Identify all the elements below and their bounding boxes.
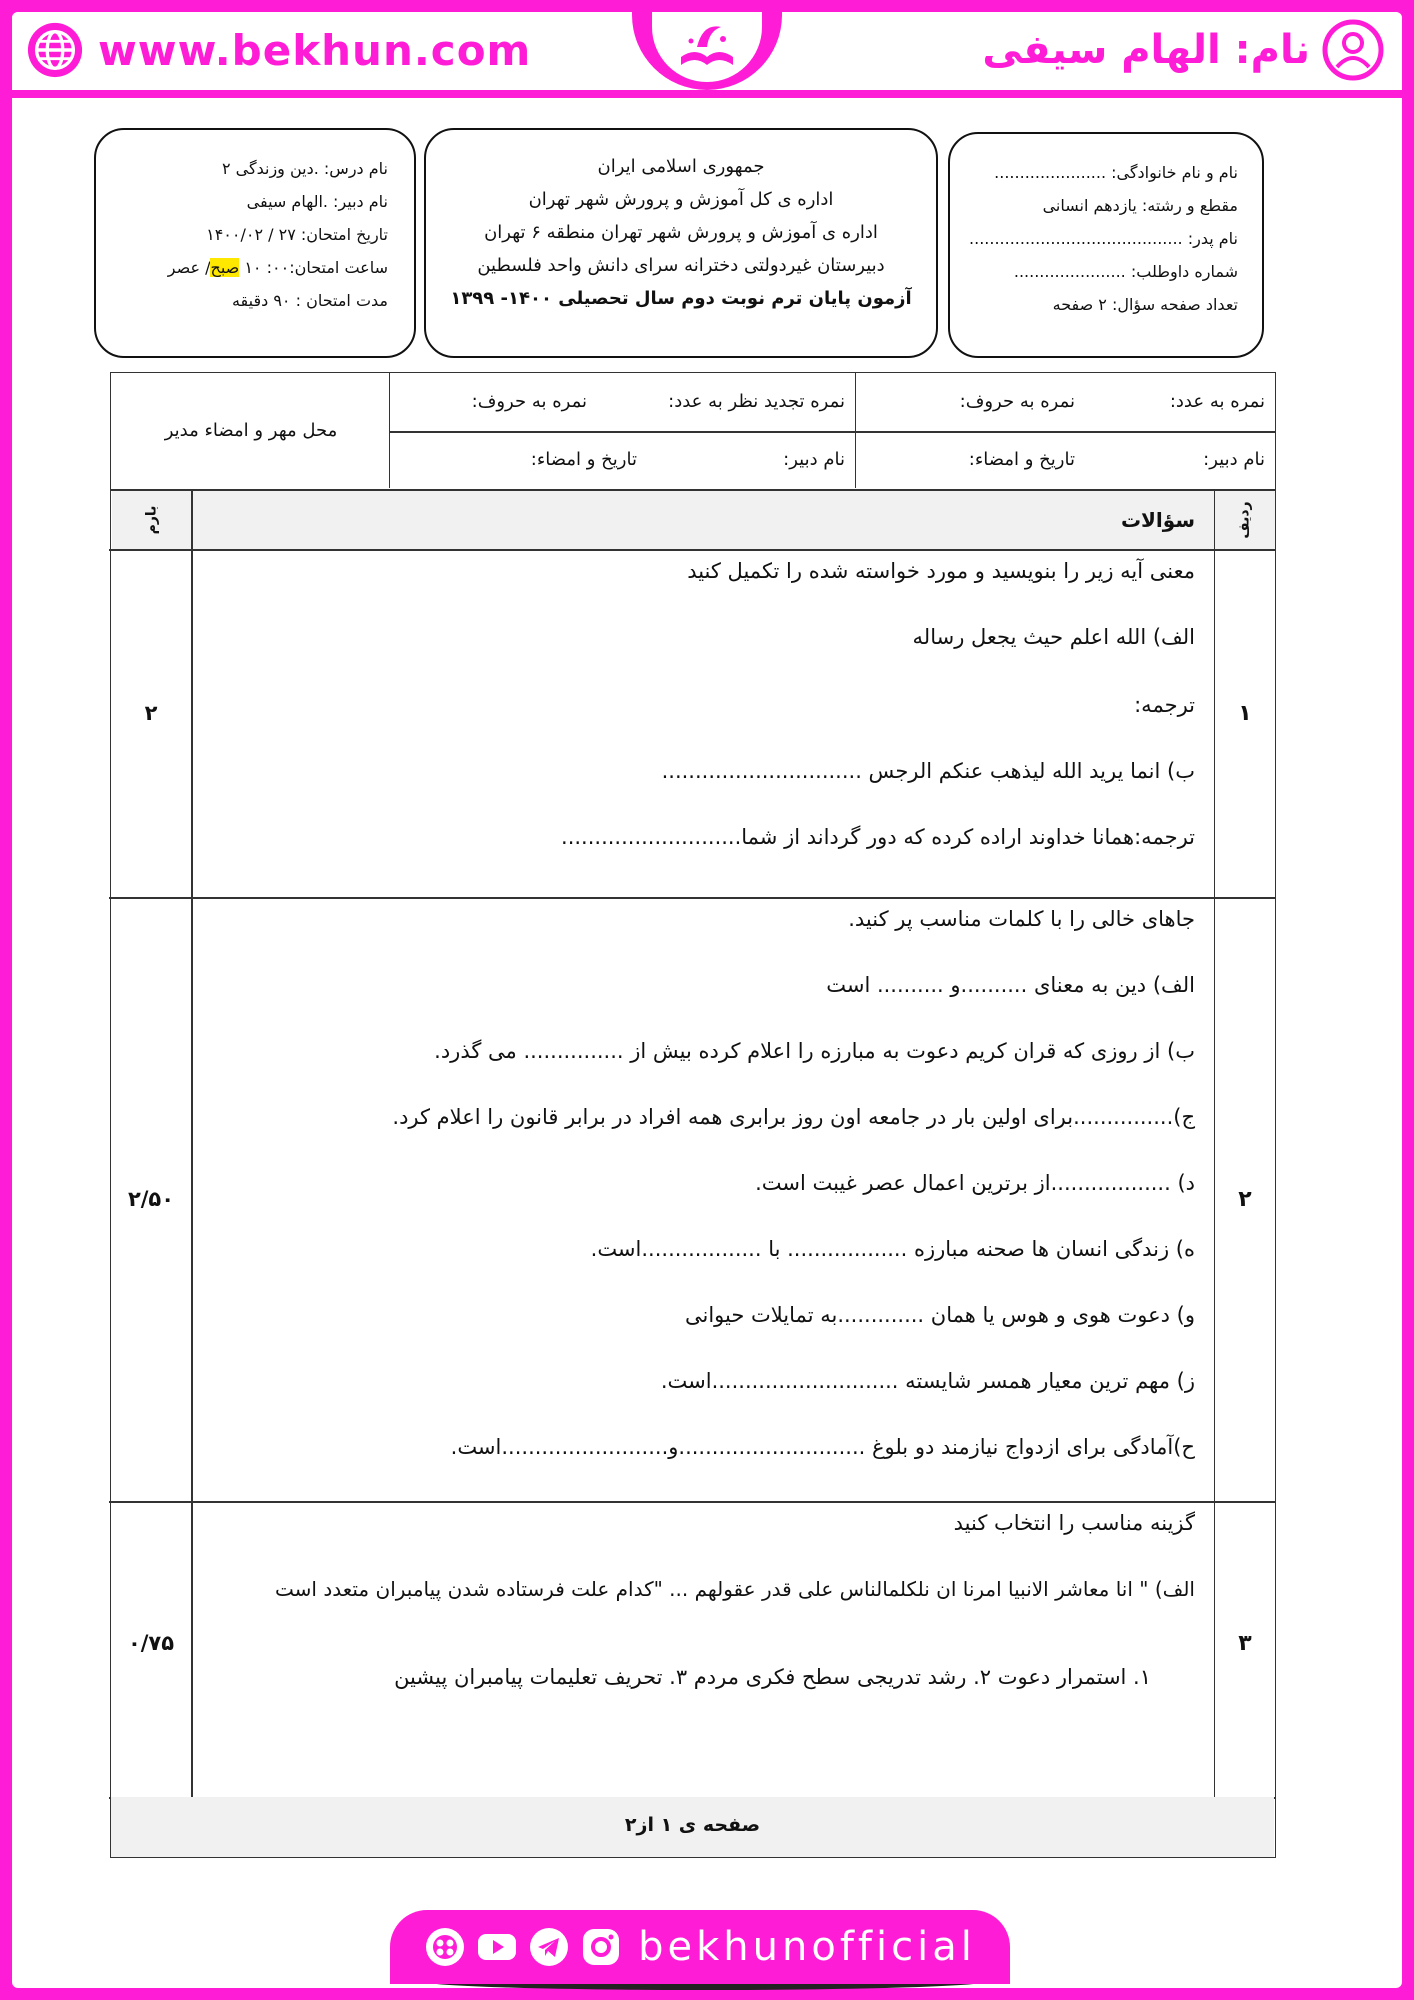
review-number-label: نمره تجدید نظر به عدد: bbox=[668, 391, 845, 412]
student-name-badge bbox=[982, 18, 1384, 82]
principal-seal-label: محل مهر و امضاء مدیر bbox=[164, 420, 338, 441]
student-info-box bbox=[948, 132, 1264, 358]
question-2-line: ب) از روزی که قران کریم دعوت به مبارزه را اعلام کرده بیش از ............... می گذرد. bbox=[434, 1039, 1195, 1063]
page-number: صفحه ی ۱ از۲ bbox=[111, 1797, 1274, 1857]
question-2-line: ه) زندگی انسان ها صحنه مبارزه .................. با ..................است. bbox=[590, 1237, 1195, 1261]
question-3-body bbox=[189, 1501, 1195, 1797]
exam-title: آزمون پایان ترم نوبت دوم سال تحصیلی ۱۴۰۰- ۱۳۹۹ bbox=[450, 288, 912, 309]
question-score-3: ۰/۷۵ bbox=[127, 1631, 175, 1655]
teacher-name: نام دبیر: .الهام سیفی bbox=[246, 192, 388, 211]
exam-date: تاریخ امتحان: ۲۷ / ۱۴۰۰/۰۲ bbox=[206, 225, 388, 244]
question-1-body bbox=[189, 549, 1195, 897]
question-3-line: الف) " انا معاشر الانبیا امرنا ان نلکلمالناس علی قدر عقولهم ... "کدام علت فرستاده شدن پیامبران متعدد است bbox=[275, 1577, 1195, 1601]
instagram-icon[interactable] bbox=[580, 1926, 622, 1968]
student-name: نام: الهام سیفی bbox=[982, 27, 1310, 73]
question-2-line: د) ..................از برترین اعمال عصر غیبت است. bbox=[755, 1171, 1195, 1195]
question-1-line: معنی آیه زیر را بنویسید و مورد خواسته شده را تکمیل کنید bbox=[687, 559, 1195, 583]
teacher-name-label: نام دبیر: bbox=[1203, 449, 1265, 470]
school-name: دبیرستان غیردولتی دخترانه سرای دانش واحد فلسطین bbox=[477, 255, 885, 276]
page-count-field: تعداد صفحه سؤال: ۲ صفحه bbox=[1052, 295, 1238, 314]
question-2-line: و) دعوت هوی و هوس یا همان .............به تمایلات حیوانی bbox=[684, 1303, 1195, 1327]
site-url: www.bekhun.com bbox=[98, 25, 532, 75]
question-3-line: گزینه مناسب را انتخاب کنید bbox=[953, 1511, 1195, 1535]
question-1-line: ترجمه: bbox=[1134, 693, 1195, 717]
social-handle[interactable]: bekhunofficial bbox=[638, 1924, 976, 1970]
page-frame bbox=[12, 12, 1402, 1988]
table-header-row bbox=[112, 491, 1275, 549]
question-1-line: الف) الله اعلم حیث یجعل رساله bbox=[912, 625, 1195, 649]
book-logo-icon bbox=[667, 17, 747, 77]
student-fullname-field: نام و نام خانوادگی: ...................... bbox=[994, 163, 1238, 182]
score-header-cell bbox=[111, 491, 191, 549]
youtube-icon[interactable] bbox=[476, 1926, 518, 1968]
review-words-label: نمره به حروف: bbox=[471, 391, 587, 412]
general-office: اداره ی کل آموزش و پرورش شهر تهران bbox=[528, 189, 834, 210]
candidate-number-field: شماره داوطلب: ...................... bbox=[1013, 262, 1238, 281]
date-sign-label: تاریخ و امضاء: bbox=[968, 449, 1075, 470]
questions-header-label: سؤالات bbox=[1120, 508, 1195, 532]
social-bar bbox=[390, 1910, 1010, 1984]
republic-title: جمهوری اسلامی ایران bbox=[597, 156, 765, 177]
row-header-label: ردیف bbox=[1237, 501, 1253, 539]
grade-field: مقطع و رشته: یازدهم انسانی bbox=[1042, 196, 1238, 215]
question-number-2: ۲ bbox=[1238, 1187, 1252, 1212]
question-1-line: ترجمه:همانا خداوند اراده کرده که دور گرداند از شما........................... bbox=[561, 825, 1195, 849]
question-1-line: ب) انما یرید الله لیذهب عنکم الرجس .............................. bbox=[661, 759, 1195, 783]
question-2-line: ح)آمادگی برای ازدواج نیازمند دو بلوغ ............................و.........................است. bbox=[450, 1435, 1195, 1459]
row-header-cell bbox=[1215, 491, 1275, 549]
father-name-field: نام پدر: .......................................... bbox=[969, 229, 1238, 248]
col-divider-right bbox=[1214, 491, 1216, 1797]
top-banner bbox=[12, 12, 1402, 100]
aparat-icon[interactable] bbox=[424, 1926, 466, 1968]
date-sign-label-2: تاریخ و امضاء: bbox=[530, 449, 637, 470]
telegram-icon[interactable] bbox=[528, 1926, 570, 1968]
score-words-label: نمره به حروف: bbox=[959, 391, 1075, 412]
question-2-line: جاهای خالی را با کلمات مناسب پر کنید. bbox=[848, 907, 1195, 931]
site-link[interactable] bbox=[26, 18, 531, 82]
question-2-line: الف) دین به معنای ..........و .......... است bbox=[826, 973, 1195, 997]
top-divider bbox=[12, 90, 1402, 98]
grades-table bbox=[110, 372, 1276, 490]
score-header-label: بارم bbox=[143, 505, 159, 535]
questions-table bbox=[110, 490, 1276, 1858]
globe-icon bbox=[26, 21, 84, 79]
exam-info-box bbox=[94, 128, 416, 358]
question-score-2: ۲/۵۰ bbox=[127, 1187, 175, 1211]
district-office: اداره ی آموزش و پرورش شهر تهران منطقه ۶ تهران bbox=[484, 222, 878, 243]
school-info-box bbox=[424, 128, 938, 358]
question-2-line: ز) مهم ترین معیار همسر شایسته ............................است. bbox=[660, 1369, 1195, 1393]
exam-time-highlight: صبح bbox=[210, 258, 240, 277]
score-number-label: نمره به عدد: bbox=[1169, 391, 1265, 412]
exam-time-suffix: / عصر bbox=[167, 258, 211, 277]
header-divider-l bbox=[191, 491, 193, 549]
brand-logo bbox=[652, 12, 762, 82]
user-icon bbox=[1322, 19, 1384, 81]
exam-duration: مدت امتحان : ۹۰ دقیقه bbox=[231, 291, 388, 310]
question-2-body bbox=[189, 897, 1195, 1501]
question-3-options: ۱. استمرار دعوت ۲. رشد تدریجی سطح فکری مردم ۳. تحریف تعلیمات پیامبران پیشین bbox=[394, 1665, 1151, 1689]
question-number-1: ۱ bbox=[1238, 701, 1252, 726]
exam-time-prefix: ساعت امتحان:۰۰: ۱۰ bbox=[239, 258, 388, 277]
exam-time bbox=[96, 251, 388, 284]
question-2-line: ج)...............برای اولین بار در جامعه اون روز برابری همه افراد در برابر قانون را اعلام کرد. bbox=[392, 1105, 1195, 1129]
question-score-1: ۲ bbox=[144, 701, 158, 725]
course-name: نام درس: .دین وزندگی ۲ bbox=[221, 159, 388, 178]
teacher-name-label-2: نام دبیر: bbox=[783, 449, 845, 470]
question-number-3: ۳ bbox=[1238, 1631, 1252, 1656]
